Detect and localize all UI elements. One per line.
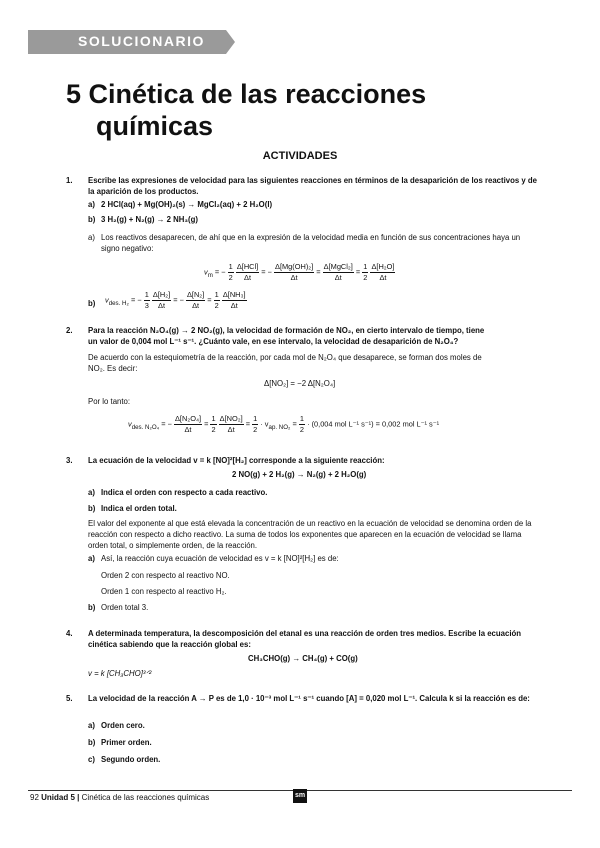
q1b-frac-nh3	[222, 290, 247, 311]
q3-ans-a-text: Así, la reacción cuya ecuación de velocidad es v = k [NO]²[H₂] es de:	[101, 554, 339, 563]
q1b-dnh3: Δ[NH₃]	[222, 290, 246, 299]
header-banner-tip	[226, 30, 235, 54]
q5-number: 5.	[66, 694, 73, 703]
q1a-eq4: =	[355, 267, 361, 277]
q2-one3: 1	[299, 414, 304, 423]
q1-ans-b-label: b)	[88, 299, 96, 308]
q5-b-text: Primer orden.	[101, 738, 152, 747]
q1a-dt1: Δt	[244, 273, 252, 282]
q1-a-label: a)	[88, 200, 95, 209]
q1-text: Escribe las expresiones de velocidad para las siguientes reacciones en términos de la desaparición de los reactivos y de la aparición de los productos.	[88, 176, 537, 196]
q1a-dmgcl: Δ[MgCl₂]	[323, 262, 353, 271]
q4-text: A determinada temperatura, la descomposición del etanal es una reacción de orden tres medios. Escribe la ecuación cinética sabiendo que la reacción global es:	[88, 629, 522, 649]
q3-reaction: 2 NO(g) + 2 H₂(g) → N₂(g) + 2 H₂O(g)	[232, 470, 367, 479]
q2-por-lo-tanto: Por lo tanto:	[88, 397, 131, 406]
q3-text: La ecuación de la velocidad v = k [NO]²[H₂] corresponde a la siguiente reacción:	[88, 456, 385, 465]
q5-a-text: Orden cero.	[101, 721, 145, 730]
q4-number: 4.	[66, 629, 73, 638]
q2-frac-half2	[252, 414, 258, 435]
q2-two3: 2	[299, 425, 304, 434]
q1b-dt3: Δt	[230, 301, 238, 310]
q2-equation-1: Δ[NO₂] = −2 Δ[N₂O₄]	[264, 379, 336, 388]
q3-a-text: Indica el orden con respecto a cada reactivo.	[101, 488, 268, 497]
q1-b-label: b)	[88, 215, 96, 224]
q1-ans-a-text: Los reactivos desaparecen, de ahí que en la expresión de la velocidad media en función de sus concentraciones haya un signo negativo:	[101, 233, 521, 253]
footer	[30, 793, 209, 802]
q1b-dn2: Δ[N₂]	[186, 290, 205, 299]
q2-lhs: v	[128, 419, 132, 429]
q1-equation-a	[204, 262, 395, 283]
q4-reaction: CH₃CHO(g) → CH₄(g) + CO(g)	[248, 654, 358, 663]
q2-one2: 1	[253, 414, 258, 423]
q1b-frac-n2	[186, 290, 205, 311]
q3-ans-b-text: Orden total 3.	[101, 603, 149, 612]
q1b-dt2: Δt	[192, 301, 200, 310]
section-heading: ACTIVIDADES	[262, 150, 338, 162]
q1a-lhs-sub: m	[207, 271, 213, 279]
q1a-dt3: Δt	[334, 273, 342, 282]
q1a-dhcl: Δ[HCl]	[236, 262, 259, 271]
q1a-one: 1	[228, 262, 233, 271]
q2-eq4: =	[292, 419, 297, 429]
q1b-lhs: v	[105, 295, 109, 305]
q2-mid-sub: ap. NO₂	[268, 423, 291, 431]
q2-frac-half3	[299, 414, 305, 435]
q2-tail: · (0,004 mol L⁻¹ s⁻¹) = 0,002 mol L⁻¹ s⁻¹	[307, 419, 440, 429]
q1a-dh2o: Δ[H₂O]	[371, 262, 395, 271]
q5-a-label: a)	[88, 721, 95, 730]
q3-b-text: Indica el orden total.	[101, 504, 177, 513]
q3-ans-b-label: b)	[88, 603, 96, 612]
q1a-frac-half	[228, 262, 234, 283]
q1-a-reaction: 2 HCl(aq) + Mg(OH)₂(s) → MgCl₂(aq) + 2 H₂O(l)	[101, 200, 273, 209]
q1a-frac-h2o	[370, 262, 395, 283]
q2-dt2: Δt	[227, 425, 235, 434]
q2-answer-line1: De acuerdo con la estequiometría de la reacción, por cada mol de N₂O₄ que desaparece, se forman dos moles de	[88, 353, 482, 362]
footer-chapter: Cinética de las reacciones químicas	[81, 793, 210, 802]
footer-unit: Unidad 5	[41, 793, 75, 802]
q2-eq3: =	[245, 419, 251, 429]
title-line-1: 5 Cinética de las reacciones	[66, 79, 427, 109]
header-label: SOLUCIONARIO	[78, 33, 205, 49]
q4-answer: v = k [CH₃CHO]³ᐟ²	[88, 669, 152, 678]
q1a-dmgoh: Δ[Mg(OH)₂]	[275, 262, 314, 271]
q1a-eq: = −	[214, 267, 226, 277]
q3-b-label: b)	[88, 504, 96, 513]
q1a-eq3: =	[316, 267, 321, 277]
q2-eq2: =	[204, 419, 209, 429]
q2-frac-no2	[219, 414, 244, 435]
q2-text-line1: Para la reacción N₂O₄(g) → 2 NO₂(g), la velocidad de formación de NO₂, en cierto intervalo de tiempo, tiene	[88, 326, 485, 335]
q3-explanation: El valor del exponente al que está elevada la concentración de un reactivo en la ecuación de velocidad se denomina orden de la reacción con respecto a dicho reactivo. La suma de todos los exponentes que aparecen en la ecuación de velocidad se llama orden total, o simplemente orden, de la reacción.	[88, 519, 532, 550]
q1a-two: 2	[228, 273, 233, 282]
q5-c-text: Segundo orden.	[101, 755, 161, 764]
q1b-dh2: Δ[H₂]	[152, 290, 171, 299]
title-line-2: químicas	[96, 111, 214, 141]
q1a-dt2: Δt	[290, 273, 298, 282]
q1-b-reaction: 3 H₂(g) + N₂(g) → 2 NH₃(g)	[101, 215, 198, 224]
q2-two2: 2	[253, 425, 258, 434]
q2-frac-half1	[210, 414, 216, 435]
q1b-frac-third	[144, 290, 150, 311]
q1a-one2: 1	[363, 262, 368, 271]
q2-two: 2	[211, 425, 216, 434]
q1a-frac-hcl	[236, 262, 259, 283]
q1b-dt1: Δt	[158, 301, 166, 310]
page-title	[66, 78, 426, 142]
q1b-frac-h2	[152, 290, 171, 311]
q1b-eq: = −	[130, 295, 142, 305]
q1b-eq3: =	[207, 295, 212, 305]
q1a-frac-mgoh	[274, 262, 314, 283]
q1a-frac-mgcl	[323, 262, 354, 283]
q2-lhs-sub: des. N₂O₄	[131, 423, 160, 431]
q1a-eq2: = −	[261, 267, 272, 277]
q2-dn2o4: Δ[N₂O₄]	[175, 414, 202, 423]
q2-frac-n2o4	[174, 414, 202, 435]
q1a-lhs: v	[204, 267, 208, 277]
q1-ans-a-label: a)	[88, 233, 95, 242]
footer-page-number: 92	[30, 793, 39, 802]
q2-text-line2: un valor de 0,004 mol L⁻¹ s⁻¹. ¿Cuánto vale, en ese intervalo, la velocidad de desaparición de N₂O₄?	[88, 337, 459, 346]
q3-ans-a-label: a)	[88, 554, 95, 563]
q1b-frac-half	[214, 290, 220, 311]
q1a-two2: 2	[363, 273, 368, 282]
q3-number: 3.	[66, 456, 73, 465]
q1b-one: 1	[144, 290, 149, 299]
q3-order-h2: Orden 1 con respecto al reactivo H₂.	[101, 587, 227, 596]
q2-equation-2	[128, 414, 439, 435]
q1-number: 1.	[66, 176, 73, 185]
q1b-two: 2	[214, 301, 219, 310]
q1b-lhs-sub: des. H₂	[108, 299, 129, 307]
q2-eq: = −	[161, 419, 172, 429]
q1b-eq2: = −	[173, 295, 184, 305]
q1b-three: 3	[144, 301, 149, 310]
q1b-one2: 1	[214, 290, 219, 299]
q2-one: 1	[211, 414, 216, 423]
q5-b-label: b)	[88, 738, 96, 747]
q2-mid: · v	[260, 419, 269, 429]
q1a-frac-half2	[362, 262, 368, 283]
q1-equation-b	[105, 290, 247, 311]
q5-c-label: c)	[88, 755, 95, 764]
q2-answer-line2: NO₂. Es decir:	[88, 364, 138, 373]
q3-order-no: Orden 2 con respecto al reactivo NO.	[101, 571, 230, 580]
q5-text: La velocidad de la reacción A → P es de 1,0 · 10⁻³ mol L⁻¹ s⁻¹ cuando [A] = 0,020 mol L⁻¹. Calcula k si la reacción es de:	[88, 694, 530, 703]
publisher-logo: sm	[293, 789, 307, 803]
q3-a-label: a)	[88, 488, 95, 497]
q2-dt1: Δt	[184, 425, 192, 434]
q1a-dt4: Δt	[379, 273, 387, 282]
q2-number: 2.	[66, 326, 73, 335]
footer-separator: |	[77, 793, 80, 802]
q2-dno2: Δ[NO₂]	[219, 414, 243, 423]
